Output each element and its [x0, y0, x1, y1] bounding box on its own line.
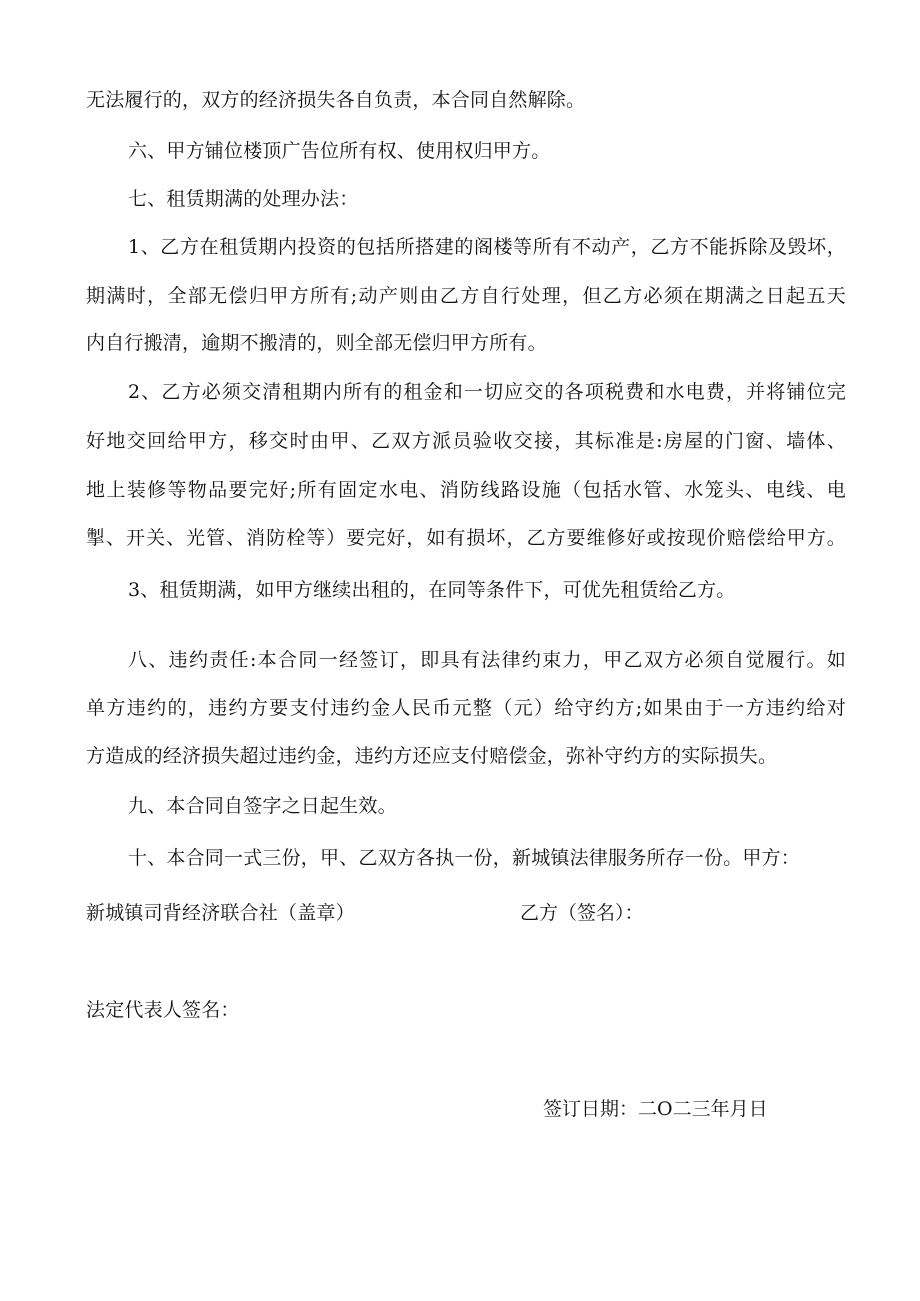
clause-seven-item-1-line-2: 期满时，全部无偿归甲方所有;动产则由乙方自行处理，但乙方必须在期满之日起五天 — [86, 285, 846, 307]
clause-seven-item-1-line-1: 1、乙方在租赁期内投资的包括所搭建的阁楼等所有不动产，乙方不能拆除及毁坏， — [128, 236, 846, 258]
clause-ten: 十、本合同一式三份，甲、乙双方各执一份，新城镇法律服务所存一份。甲方： — [128, 847, 801, 869]
clause-eight-line-3: 方造成的经济损失超过违约金，违约方还应支付赔偿金，弥补守约方的实际损失。 — [86, 745, 778, 767]
paragraph-line: 无法履行的，双方的经济损失各自负责，本合同自然解除。 — [86, 89, 586, 111]
clause-seven-item-2-line-2: 好地交回给甲方，移交时由甲、乙双方派员验收交接，其标准是:房屋的门窗、墙体、 — [86, 430, 846, 452]
clause-seven-item-1-line-3: 内自行搬清，逾期不搬清的，则全部无偿归甲方所有。 — [86, 332, 547, 354]
clause-seven-heading: 七、租赁期满的处理办法： — [128, 188, 359, 210]
clause-seven-item-2-line-4: 掣、开关、光管、消防栓等）要完好，如有损坏，乙方要维修好或按现价赔偿给甲方。 — [86, 527, 846, 549]
clause-seven-item-2-line-3: 地上装修等物品要完好;所有固定水电、消防线路设施（包括水管、水笼头、电线、电 — [86, 479, 846, 501]
clause-nine: 九、本合同自签字之日起生效。 — [128, 795, 397, 817]
clause-seven-item-2-line-1: 2、乙方必须交清租期内所有的租金和一切应交的各项税费和水电费，并将铺位完 — [128, 381, 846, 403]
clause-eight-line-1: 八、违约责任:本合同一经签订，即具有法律约束力，甲乙双方必须自觉履行。如 — [128, 649, 846, 671]
clause-seven-item-3: 3、租赁期满，如甲方继续出租的，在同等条件下，可优先租赁给乙方。 — [128, 579, 736, 601]
party-a-seal: 新城镇司背经济联合社（盖章） — [86, 902, 355, 924]
signing-date: 签订日期：二O二三年月日 — [543, 1098, 768, 1120]
legal-representative-signature: 法定代表人签名： — [86, 999, 240, 1021]
party-b-signature: 乙方（签名）： — [520, 902, 644, 924]
clause-six: 六、甲方铺位楼顶广告位所有权、使用权归甲方。 — [128, 140, 551, 162]
clause-eight-line-2: 单方违约的，违约方要支付违约金人民币元整（元）给守约方;如果由于一方违约给对 — [86, 697, 846, 719]
